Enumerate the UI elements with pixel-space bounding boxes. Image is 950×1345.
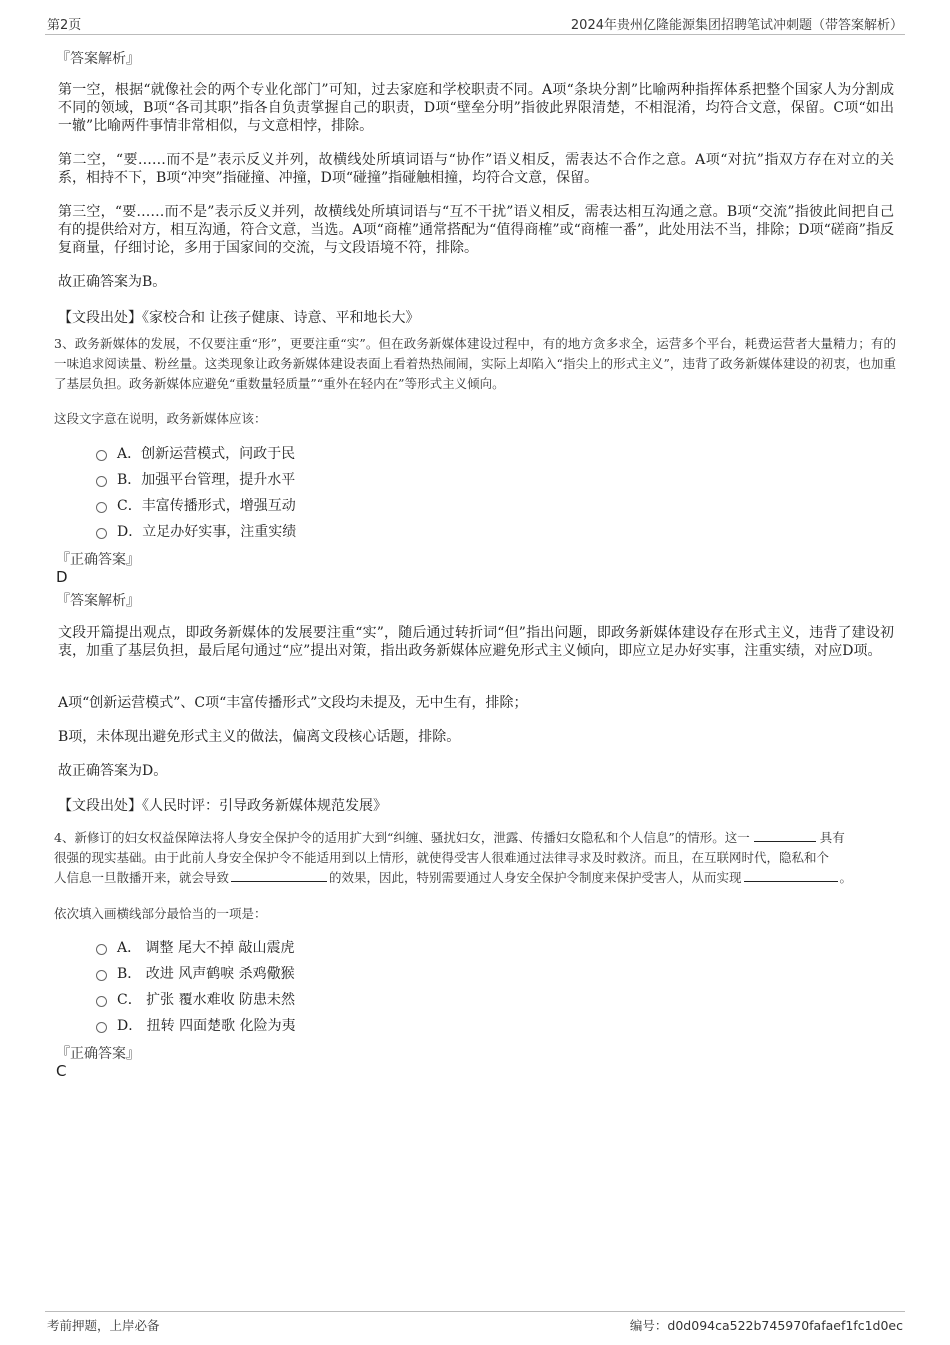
option-label: D． 扭转 四面楚歌 化险为夷 (117, 1018, 296, 1034)
fill-blank-1 (754, 829, 816, 842)
q3-option-a[interactable] (96, 443, 295, 463)
q3-answer-label: 『正确答案』 (56, 552, 140, 568)
fill-blank-3 (744, 869, 838, 882)
page-number: 第2页 (47, 18, 82, 33)
q2-analysis-label: 『答案解析』 (56, 51, 140, 67)
footer-slogan: 考前押题，上岸必备 (47, 1318, 160, 1333)
q2-analysis-paragraph-1: 第一空，根据“就像社会的两个专业化部门”可知，过去家庭和学校职责不同。A项“条块分割”比喻两种指挥体系把整个国家人为分割成不同的领域，B项“各司其职”指各自负责掌握自己的职责，D项“壁垒分明”指彼此界限清楚，不相混淆，均符合文意，保留。C项“如出一辙”比喻两件事情非常相似，与文意相悖，排除。 (58, 82, 894, 134)
fill-blank-2 (231, 869, 327, 882)
q3-prompt: 这段文字意在说明，政务新媒体应该： (54, 411, 267, 426)
q2-analysis-paragraph-2: 第二空，“要……而不是”表示反义并列，故横线处所填词语与“协作”语义相反，需表达不合作之意。A项“对抗”指双方存在对立的关系，相持不下，B项“冲突”指碰撞、冲撞，D项“碰撞”指碰触相撞，均符合文意，保留。 (58, 152, 894, 186)
option-label: C．丰富传播形式，增强互动 (117, 498, 296, 514)
q3-analysis-paragraph-1: 文段开篇提出观点，即政务新媒体的发展要注重“实”，随后通过转折词“但”指出问题，即政务新媒体建设存在形式主义，违背了建设初衷，加重了基层负担，最后尾句通过“应”提出对策，指出政务新媒体应避免形式主义倾向，即应立足办好实事，注重实绩，对应D项。 (58, 625, 894, 659)
q3-option-d[interactable] (96, 521, 296, 541)
q2-analysis-paragraph-3: 第三空，“要……而不是”表示反义并列，故横线处所填词语与“互不干扰”语义相反，需表达相互沟通之意。B项“交流”指彼此间把自己有的提供给对方，相互沟通，符合文意，当选。A项“商榷”通常搭配为“值得商榷”或“商榷一番”，此处用法不当，排除；D项“磋商”指反复商量，仔细讨论，多用于国家间的交流，与文段语境不符，排除。 (58, 204, 894, 256)
q2-source: 【文段出处】《家校合和 让孩子健康、诗意、平和地长大》 (58, 310, 420, 326)
q4-option-a[interactable] (96, 937, 294, 957)
q4-answer: C (56, 1062, 67, 1080)
q3-conclusion: 故正确答案为D。 (58, 763, 168, 779)
q2-conclusion: 故正确答案为B。 (58, 274, 167, 290)
q4-answer-label: 『正确答案』 (56, 1046, 140, 1062)
page-header (45, 12, 905, 35)
option-label: B． 改进 风声鹤唳 杀鸡儆猴 (117, 966, 295, 982)
q3-answer: D (56, 568, 68, 586)
document-id: 编号：d0d094ca522b745970fafaef1fc1d0ec (629, 1318, 903, 1333)
q4-option-d[interactable] (96, 1015, 296, 1035)
q4-stem-line-1: 4、新修订的妇女权益保障法将人身安全保护令的适用扩大到“纠缠、骚扰妇女，泄露、传播妇女隐私和个人信息”的情形。这一 具有 (54, 830, 845, 845)
radio-button[interactable] (96, 970, 107, 981)
q4-prompt: 依次填入画横线部分最恰当的一项是： (54, 906, 267, 921)
radio-button[interactable] (96, 944, 107, 955)
q3-analysis-paragraph-2: A项“创新运营模式”、C项“丰富传播形式”文段均未提及，无中生有，排除； (58, 695, 528, 711)
option-label: A．创新运营模式，问政于民 (117, 446, 296, 462)
q4-stem (54, 828, 896, 888)
q3-analysis-paragraph-3: B项，未体现出避免形式主义的做法，偏离文段核心话题，排除。 (58, 729, 461, 745)
option-label: C． 扩张 覆水难收 防患未然 (117, 992, 296, 1008)
radio-button[interactable] (96, 528, 107, 539)
q4-option-c[interactable] (96, 989, 295, 1009)
radio-button[interactable] (96, 1022, 107, 1033)
q4-option-b[interactable] (96, 963, 295, 983)
page-footer (45, 1311, 905, 1332)
q3-option-c[interactable] (96, 495, 296, 515)
option-label: B．加强平台管理，提升水平 (117, 472, 296, 488)
q4-stem-line-2: 很强的现实基础。由于此前人身安全保护令不能适用到以上情形，就使得受害人很难通过法律寻求及时救济。而且，在互联网时代，隐私和个 (54, 850, 830, 865)
q3-stem: 3、政务新媒体的发展，不仅要注重“形”，更要注重“实”。但在政务新媒体建设过程中，有的地方贪多求全，运营多个平台，耗费运营者大量精力；有的一味追求阅读量、粉丝量。这类现象让政务新媒体建设表面上看着热热闹闹，实际上却陷入“指尖上的形式主义”，违背了政务新媒体建设的初衷，也加重了基层负担。政务新媒体应避免“重数量轻质量”“重外在轻内在”等形式主义倾向。 (54, 336, 896, 391)
radio-button[interactable] (96, 476, 107, 487)
q3-analysis-label: 『答案解析』 (56, 593, 140, 609)
q3-source: 【文段出处】《人民时评：引导政务新媒体规范发展》 (58, 798, 387, 814)
radio-button[interactable] (96, 502, 107, 513)
radio-button[interactable] (96, 450, 107, 461)
option-label: A． 调整 尾大不掉 敲山震虎 (117, 940, 295, 956)
document-title: 2024年贵州亿隆能源集团招聘笔试冲刺题（带答案解析） (570, 18, 903, 33)
q4-stem-line-3: 人信息一旦散播开来，就会导致 的效果，因此，特别需要通过人身安全保护令制度来保护受害人，从而实现 。 (54, 870, 853, 885)
option-label: D．立足办好实事，注重实绩 (117, 524, 297, 540)
q3-option-b[interactable] (96, 469, 295, 489)
radio-button[interactable] (96, 996, 107, 1007)
